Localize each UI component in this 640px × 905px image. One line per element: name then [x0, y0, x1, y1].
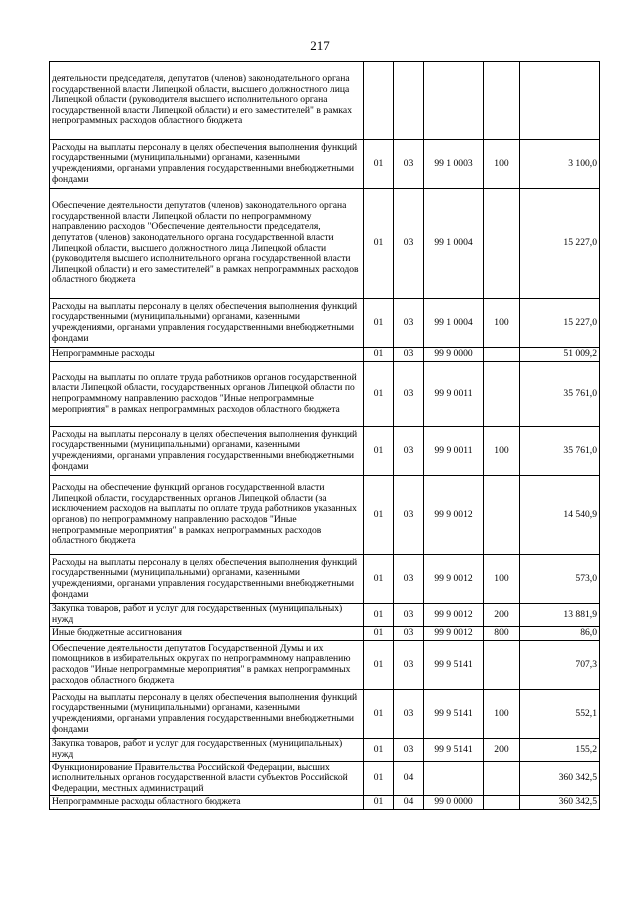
- table-row: [50, 348, 600, 362]
- row-expense-type: [484, 189, 520, 299]
- row-subsection: 03: [394, 427, 424, 476]
- row-expense-type: 100: [484, 299, 520, 348]
- row-amount: 51 009,2: [520, 348, 600, 362]
- row-subsection: 03: [394, 555, 424, 604]
- row-description: Расходы на выплаты персоналу в целях обеспечения выполнения функций государственными (муниципальными) органами, казенными учреждениями, органами управления государственными внебюджетными фондами: [50, 555, 364, 604]
- row-section: 01: [364, 299, 394, 348]
- row-amount: 35 761,0: [520, 427, 600, 476]
- table-row: [50, 690, 600, 739]
- table-row: [50, 427, 600, 476]
- table-row: [50, 62, 600, 140]
- row-target-code: 99 9 0011: [424, 362, 484, 427]
- table-row: [50, 641, 600, 690]
- row-amount: 3 100,0: [520, 140, 600, 189]
- row-target-code: 99 9 0012: [424, 476, 484, 555]
- row-target-code: 99 9 0012: [424, 604, 484, 627]
- row-amount: 573,0: [520, 555, 600, 604]
- row-description: Иные бюджетные ассигнования: [50, 627, 364, 641]
- row-target-code: 99 1 0003: [424, 140, 484, 189]
- row-amount: 155,2: [520, 739, 600, 762]
- row-amount: 360 342,5: [520, 796, 600, 810]
- row-description: Расходы на обеспечение функций органов государственной власти Липецкой области, государственных органов Липецкой области (за исключением расходов на выплаты по оплате труда работников указанных органов) по непрограммному направлению расходов "Иные непрограммные мероприятия" в рамках непрограммных расходов областного бюджета: [50, 476, 364, 555]
- row-description: Непрограммные расходы областного бюджета: [50, 796, 364, 810]
- row-expense-type: 100: [484, 555, 520, 604]
- row-subsection: 03: [394, 690, 424, 739]
- row-section: 01: [364, 627, 394, 641]
- row-target-code: 99 9 5141: [424, 641, 484, 690]
- row-expense-type: [484, 476, 520, 555]
- row-subsection: 03: [394, 189, 424, 299]
- row-amount: 707,3: [520, 641, 600, 690]
- row-subsection: 03: [394, 739, 424, 762]
- row-section: 01: [364, 762, 394, 796]
- row-amount: 15 227,0: [520, 189, 600, 299]
- row-description: деятельности председателя, депутатов (членов) законодательного органа государственной власти Липецкой области, высшего должностного лица Липецкой области (руководителя высшего исполнительного органа государственной власти Липецкой области) и его заместителей" в рамках непрограммных расходов областного бюджета: [50, 62, 364, 140]
- row-section: 01: [364, 739, 394, 762]
- row-amount: 15 227,0: [520, 299, 600, 348]
- row-target-code: [424, 62, 484, 140]
- row-amount: 552,1: [520, 690, 600, 739]
- row-amount: 35 761,0: [520, 362, 600, 427]
- table-row: [50, 739, 600, 762]
- row-section: 01: [364, 362, 394, 427]
- row-description: Обеспечение деятельности депутатов Государственной Думы и их помощников в избирательных округах по непрограммному направлению расходов "Иные непрограммные мероприятия" в рамках непрограммных расходов областного бюджета: [50, 641, 364, 690]
- row-expense-type: 100: [484, 140, 520, 189]
- table-row: [50, 604, 600, 627]
- row-section: 01: [364, 555, 394, 604]
- table-row: [50, 299, 600, 348]
- table-row: [50, 555, 600, 604]
- table-row: [50, 189, 600, 299]
- row-expense-type: [484, 641, 520, 690]
- row-expense-type: [484, 348, 520, 362]
- row-amount: 86,0: [520, 627, 600, 641]
- row-target-code: 99 9 5141: [424, 690, 484, 739]
- row-section: 01: [364, 690, 394, 739]
- row-section: 01: [364, 427, 394, 476]
- row-description: Закупка товаров, работ и услуг для государственных (муниципальных) нужд: [50, 604, 364, 627]
- row-target-code: [424, 762, 484, 796]
- row-amount: 13 881,9: [520, 604, 600, 627]
- row-subsection: 03: [394, 641, 424, 690]
- row-section: 01: [364, 140, 394, 189]
- row-subsection: [394, 62, 424, 140]
- row-expense-type: 800: [484, 627, 520, 641]
- row-target-code: 99 9 0011: [424, 427, 484, 476]
- row-amount: [520, 62, 600, 140]
- row-section: 01: [364, 796, 394, 810]
- row-description: Расходы на выплаты персоналу в целях обеспечения выполнения функций государственными (муниципальными) органами, казенными учреждениями, органами управления государственными внебюджетными фондами: [50, 299, 364, 348]
- row-subsection: 03: [394, 604, 424, 627]
- row-target-code: 99 0 0000: [424, 796, 484, 810]
- row-description: Расходы на выплаты персоналу в целях обеспечения выполнения функций государственными (муниципальными) органами, казенными учреждениями, органами управления государственными внебюджетными фондами: [50, 140, 364, 189]
- table-row: [50, 476, 600, 555]
- row-subsection: 04: [394, 762, 424, 796]
- row-expense-type: 200: [484, 739, 520, 762]
- table-row: [50, 140, 600, 189]
- row-target-code: 99 1 0004: [424, 189, 484, 299]
- row-section: [364, 62, 394, 140]
- table-row: [50, 627, 600, 641]
- row-target-code: 99 9 0012: [424, 555, 484, 604]
- row-subsection: 04: [394, 796, 424, 810]
- row-subsection: 03: [394, 362, 424, 427]
- budget-table: [49, 61, 600, 810]
- row-description: Расходы на выплаты персоналу в целях обеспечения выполнения функций государственными (муниципальными) органами, казенными учреждениями, органами управления государственными внебюджетными фондами: [50, 690, 364, 739]
- row-target-code: 99 9 5141: [424, 739, 484, 762]
- table-row: [50, 362, 600, 427]
- row-subsection: 03: [394, 140, 424, 189]
- row-amount: 14 540,9: [520, 476, 600, 555]
- row-subsection: 03: [394, 299, 424, 348]
- row-target-code: 99 9 0000: [424, 348, 484, 362]
- row-section: 01: [364, 604, 394, 627]
- row-expense-type: [484, 796, 520, 810]
- row-section: 01: [364, 189, 394, 299]
- row-description: Обеспечение деятельности депутатов (членов) законодательного органа государственной власти Липецкой области по непрограммному направлению расходов "Обеспечение деятельности председателя, депутатов (членов) законодательного органа государственной власти Липецкой области, высшего должностного лица Липецкой области (руководителя высшего исполнительного органа государственной власти Липецкой области) и его заместителей" в рамках непрограммных расходов областного бюджета: [50, 189, 364, 299]
- row-target-code: 99 9 0012: [424, 627, 484, 641]
- table-row: [50, 762, 600, 796]
- row-expense-type: 200: [484, 604, 520, 627]
- table-row: [50, 796, 600, 810]
- row-subsection: 03: [394, 627, 424, 641]
- row-expense-type: 100: [484, 427, 520, 476]
- row-description: Расходы на выплаты по оплате труда работников органов государственной власти Липецкой области, государственных органов Липецкой области по непрограммному направлению расходов "Иные непрограммные мероприятия" в рамках непрограммных расходов областного бюджета: [50, 362, 364, 427]
- row-section: 01: [364, 476, 394, 555]
- row-section: 01: [364, 348, 394, 362]
- page-number: 217: [310, 38, 330, 53]
- row-expense-type: [484, 62, 520, 140]
- row-subsection: 03: [394, 348, 424, 362]
- row-target-code: 99 1 0004: [424, 299, 484, 348]
- row-description: Закупка товаров, работ и услуг для государственных (муниципальных) нужд: [50, 739, 364, 762]
- row-expense-type: [484, 362, 520, 427]
- row-subsection: 03: [394, 476, 424, 555]
- row-amount: 360 342,5: [520, 762, 600, 796]
- row-section: 01: [364, 641, 394, 690]
- row-description: Расходы на выплаты персоналу в целях обеспечения выполнения функций государственными (муниципальными) органами, казенными учреждениями, органами управления государственными внебюджетными фондами: [50, 427, 364, 476]
- row-description: Функционирование Правительства Российской Федерации, высших исполнительных органов государственной власти субъектов Российской Федерации, местных администраций: [50, 762, 364, 796]
- row-expense-type: 100: [484, 690, 520, 739]
- row-description: Непрограммные расходы: [50, 348, 364, 362]
- row-expense-type: [484, 762, 520, 796]
